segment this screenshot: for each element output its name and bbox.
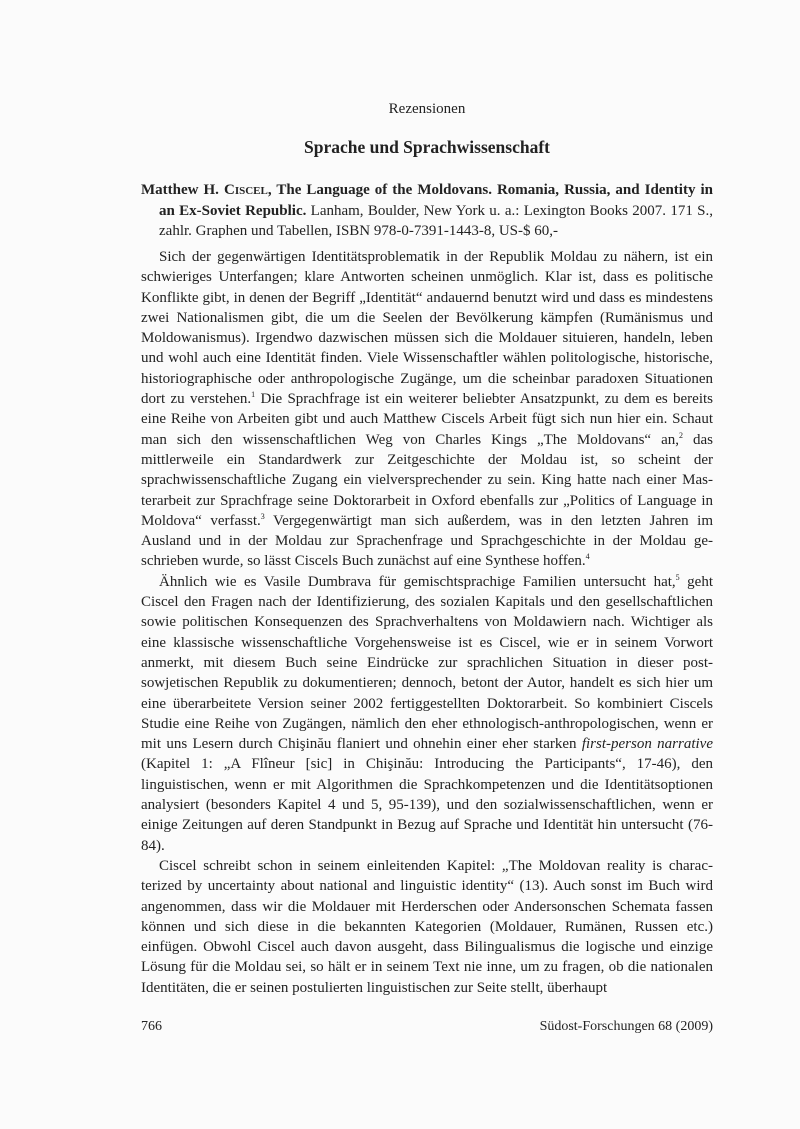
journal-citation: Südost-Forschungen 68 (2009) <box>539 1019 713 1034</box>
paragraph-2-text-c: (Kapitel 1: „A Flîneur [sic] in Chişinău: Introducing the Participants“, 17-46), den linguistischen, wenn er mit Algorithmen die Sprachkompetenzen und die Identitätsoptionen analysiert (besonders Kapitel 4 und 5, 95-139), und den sozialwissenschaftlichen, wenn er einige Zeitungen auf deren Standpunkt in Bezug auf Sprache und Identität hin untersucht (76-84). <box>141 756 713 854</box>
paragraph-1-text-c: das mittlerweile ein Standardwerk zur Zeitgeschichte der Moldau ist, so scheint der sprachwissenschaftliche Zugang ein vielversprechender zu sein. King hatte nach einer Masterarbeit zur Sprachfrage seine Doktorarbeit in Oxford ebenfalls zur „Politics of Language in Moldova“ verfasst. <box>141 431 713 529</box>
paragraph-1-text-b: Die Sprachfrage ist ein weiterer beliebter Ansatzpunkt, zu dem es bereits eine Reihe von Arbeiten gibt und auch Matthew Ciscels Arbeit fügt sich nun hier ein. Schaut man sich den wissenschaftlichen Weg von Charles Kings „The Moldovans“ an, <box>141 391 714 448</box>
review-body <box>141 247 713 998</box>
paragraph-1-text-a: Sich der gegenwärtigen Identitätsproblematik in der Republik Moldau zu nähern, ist ein schwieriges Unterfangen; klare Antworten scheinen unmöglich. Klar ist, dass es politische Konflikte gibt, in denen der Begriff „Identität“ andauernd benutzt wird und dass es mindestens zwei Nationalismen gibt, die um die Seelen der Bevölkerung kämpfen (Rumänismus und Moldowanismus). Irgendwo dazwischen müssen sich die Moldauer situieren, handeln, leben und wohl auch eine Identität finden. Viele Wissenschaftler wählen politologische, historische, historiographische oder anthropologische Zugänge, um die scheinbar paradoxen Situationen dort zu verstehen. <box>141 249 713 408</box>
paragraph-2 <box>141 572 713 856</box>
paragraph-1-text-d: Vergegenwärtigt man sich außerdem, was in den letzten Jahren im Ausland und in der Moldau zur Sprachenfrage und Sprachgeschichte in der Moldau geschrieben wurde, so lässt Ciscels Buch zunächst auf eine Synthese hoffen. <box>141 512 714 570</box>
section-heading: Rezensionen <box>388 101 466 117</box>
paragraph-2-italic: first-person narrative <box>581 736 713 753</box>
book-details: Lanham, Boulder, New York u. a.: Lexington Books 2007. 171 S., zahlr. Graphen und Tabellen, ISBN 978-0-7391-1443-8, US-$ 60,- <box>159 202 713 239</box>
book-reference <box>141 180 713 242</box>
footnote-ref-3: 3 <box>260 511 265 521</box>
page-number: 766 <box>141 1019 162 1034</box>
paragraph-3: Ciscel schreibt schon in seinem einleitenden Kapitel: „The Moldovan reality is characterized by uncertainty about national and linguistic identity“ (13). Auch sonst im Buch wird angenommen, dass wir die Moldauer mit Herderschen oder Andersonschen Schemata fassen können und sich diese in die bekannten Kategorien (Moldauer, Rumänen, Russen etc.) einfügen. Obwohl Ciscel auch davon ausgeht, dass Bilingualismus die logische und einzige Lösung für die Moldau sei, so hält er in seinem Text nie inne, um zu fragen, ob die nationalen Identitäten, die er seinen postulierten linguistischen zur Seite stellt, überhaupt <box>141 857 713 996</box>
article-title: Sprache und Sprachwissenschaft <box>303 137 551 157</box>
paragraph-1 <box>141 247 713 572</box>
footnote-ref-4: 4 <box>585 552 590 562</box>
book-title: , The Language of the Moldovans. Romania, Russia, and Identity in an Ex-Soviet Republic. <box>159 182 713 219</box>
page-footer <box>141 1019 713 1035</box>
page <box>141 0 713 1129</box>
footnote-ref-2: 2 <box>679 430 683 440</box>
paragraph-2-text-a: Ähnlich wie es Vasile Dumbrava für gemischtsprachige Familien untersucht hat, <box>159 573 676 590</box>
footnote-ref-5: 5 <box>675 572 680 582</box>
footnote-ref-1: 1 <box>251 390 256 400</box>
author-last-name: Ciscel <box>223 182 268 198</box>
paragraph-2-text-b: geht Ciscel den Fragen nach der Identifizierung, des sozialen Kapitals und den gesellschaftlichen sowie politischen Konsequenzen des Sprachverhaltens von Moldawiern nach. Wichtiger als eine klassische wissenschaftliche Vorgehensweise ist es Ciscel, wie er in seinem Vorwort anmerkt, mit diesem Buch seine Eindrücke zur sprachlichen Situation in dieser postsowjetischen Republik zu dokumentieren; dennoch, betont der Autor, handelt es sich hier um eine überarbeitete Version seiner 2002 fertiggestellten Doktorarbeit. So kombiniert Ciscels Studie eine Reihe von Zugängen, nämlich den eher ethnologisch-anthropologischen, wenn er mit uns Lesern durch Chişinău flaniert und ohnehin einer eher starken <box>141 573 713 753</box>
author-first-name: Matthew H. <box>141 182 219 198</box>
